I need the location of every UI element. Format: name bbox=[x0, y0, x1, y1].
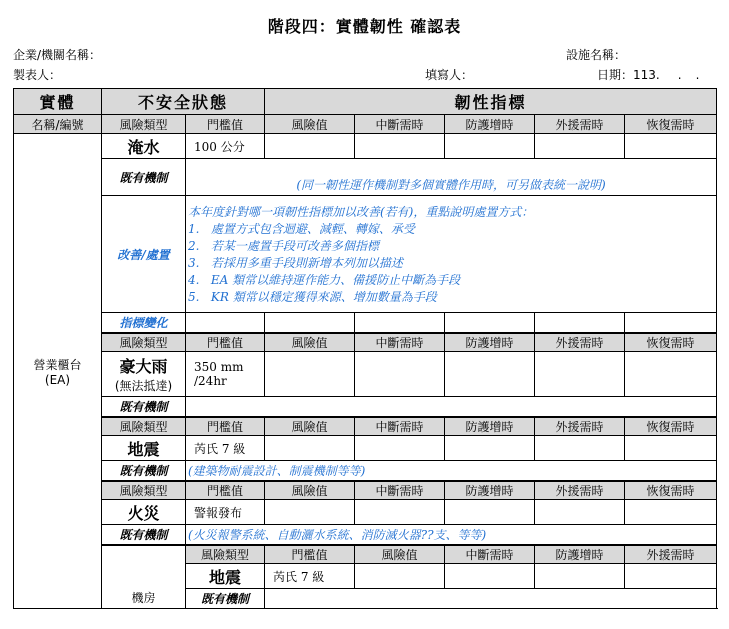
risk-type-rain-name: 豪大雨 bbox=[119, 357, 168, 376]
existing-mechanism-note[interactable]: (同一韌性運作機制對多個實體作用時，可另做表統一說明) bbox=[186, 159, 717, 196]
threshold-rain bbox=[186, 352, 265, 397]
cell-interrupt[interactable] bbox=[355, 352, 445, 397]
table-row bbox=[14, 397, 717, 417]
table-row bbox=[14, 313, 717, 333]
risk-type-header: 風險類型 bbox=[102, 417, 186, 436]
preparer-label: 製表人： bbox=[13, 68, 62, 82]
entity-cell-room: 機房 bbox=[102, 545, 186, 609]
risk-value-header: 風險值 bbox=[265, 333, 355, 352]
threshold-header: 門檻值 bbox=[265, 545, 355, 564]
protect-time-header: 防護增時 bbox=[445, 481, 535, 500]
recover-time-header: 恢復需時 bbox=[625, 417, 717, 436]
risk-type-fire: 火災 bbox=[102, 500, 186, 525]
improve-item: 1. 處置方式包含迴避、減輕、轉嫁、承受 bbox=[188, 222, 415, 236]
risk-type-header: 風險類型 bbox=[102, 481, 186, 500]
table-row bbox=[14, 196, 717, 313]
cell-risk-value[interactable] bbox=[265, 313, 355, 333]
entity-code: (EA) bbox=[44, 372, 71, 387]
existing-mechanism-label: 既有機制 bbox=[102, 397, 186, 417]
entity-cell-ea bbox=[14, 134, 102, 609]
interrupt-time-header: 中斷需時 bbox=[355, 333, 445, 352]
cell-interrupt[interactable] bbox=[355, 134, 445, 159]
protect-time-header: 防護增時 bbox=[445, 333, 535, 352]
threshold-header: 門檻值 bbox=[186, 115, 265, 134]
recover-time-header: 恢復需時 bbox=[625, 333, 717, 352]
cell-external[interactable] bbox=[625, 564, 717, 589]
threshold-fire: 警報發布 bbox=[186, 500, 265, 525]
improve-notes[interactable] bbox=[186, 196, 717, 313]
improve-item: 2. 若某一處置手段可改善多個指標 bbox=[188, 239, 379, 253]
date-label bbox=[597, 66, 699, 83]
table-row bbox=[14, 461, 717, 481]
cell-recover[interactable] bbox=[625, 134, 717, 159]
cell-recover[interactable] bbox=[625, 436, 717, 461]
table-row bbox=[14, 159, 717, 196]
table-row bbox=[14, 352, 717, 397]
existing-mechanism-label: 既有機制 bbox=[102, 525, 186, 545]
threshold-header: 門檻值 bbox=[186, 417, 265, 436]
risk-value-header: 風險值 bbox=[265, 417, 355, 436]
cell-external[interactable] bbox=[535, 500, 625, 525]
risk-type-quake-room: 地震 bbox=[186, 564, 265, 589]
threshold-quake: 芮氏 7 級 bbox=[186, 436, 265, 461]
table-subheader-row bbox=[14, 481, 717, 500]
improve-list bbox=[188, 220, 714, 305]
cell-recover[interactable] bbox=[625, 352, 717, 397]
existing-mechanism-cell[interactable] bbox=[265, 589, 717, 609]
cell-interrupt[interactable] bbox=[355, 436, 445, 461]
interrupt-time-header: 中斷需時 bbox=[445, 545, 535, 564]
existing-mechanism-label: 既有機制 bbox=[186, 589, 265, 609]
existing-mechanism-note[interactable]: (建築物耐震設計、制震機制等等) bbox=[186, 461, 717, 481]
external-time-header: 外援需時 bbox=[535, 481, 625, 500]
interrupt-time-header: 中斷需時 bbox=[355, 481, 445, 500]
threshold-flood: 100 公分 bbox=[186, 134, 265, 159]
existing-mechanism-label: 既有機制 bbox=[102, 461, 186, 481]
entity-name: 營業櫃台 bbox=[33, 357, 82, 372]
interrupt-time-header: 中斷需時 bbox=[355, 115, 445, 134]
table-row bbox=[14, 436, 717, 461]
cell-risk-value[interactable] bbox=[265, 436, 355, 461]
cell-protect[interactable] bbox=[445, 313, 535, 333]
cell-protect[interactable] bbox=[445, 352, 535, 397]
protect-time-header: 防護增時 bbox=[535, 545, 625, 564]
cell-protect[interactable] bbox=[445, 500, 535, 525]
threshold-header: 門檻值 bbox=[186, 481, 265, 500]
table-header-row bbox=[14, 89, 717, 115]
cell-protect[interactable] bbox=[445, 134, 535, 159]
existing-mechanism-note[interactable]: (火災報警系統、自動灑水系統、消防滅火器??支、等等) bbox=[186, 525, 717, 545]
filler-label: 填寫人： bbox=[425, 68, 474, 82]
table-subheader-row bbox=[14, 333, 717, 352]
improve-label: 改善/處置 bbox=[102, 196, 186, 313]
facility-name-label: 設施名稱： bbox=[566, 48, 627, 62]
risk-value-header: 風險值 bbox=[355, 545, 445, 564]
table-row bbox=[14, 500, 717, 525]
cell-risk-value[interactable] bbox=[265, 134, 355, 159]
recover-time-header: 恢復需時 bbox=[625, 115, 717, 134]
improve-item: 5. KR 類常以穩定獲得來源、增加數量為手段 bbox=[188, 290, 437, 304]
date-dot-2: . bbox=[695, 68, 700, 82]
cell-interrupt[interactable] bbox=[355, 500, 445, 525]
cell-external[interactable] bbox=[535, 436, 625, 461]
date-prefix: 日期：113. bbox=[597, 68, 660, 82]
cell-recover[interactable] bbox=[625, 500, 717, 525]
improve-item: 4. EA 類常以維持運作能力、備援防止中斷為手段 bbox=[188, 273, 461, 287]
improve-item: 3. 若採用多重手段則新增本列加以描述 bbox=[188, 256, 403, 270]
external-time-header: 外援需時 bbox=[535, 417, 625, 436]
page-title: 階段四：實體韌性 確認表 bbox=[267, 17, 462, 36]
cell-external[interactable] bbox=[535, 134, 625, 159]
risk-type-header: 風險類型 bbox=[186, 545, 265, 564]
external-time-header: 外援需時 bbox=[535, 333, 625, 352]
unsafe-state-header: 不安全狀態 bbox=[102, 89, 265, 115]
risk-type-header: 風險類型 bbox=[102, 115, 186, 134]
table-subheader-row bbox=[14, 417, 717, 436]
resilience-table bbox=[13, 88, 717, 609]
risk-value-header: 風險值 bbox=[265, 481, 355, 500]
improve-intro: 本年度針對哪一項韌性指標加以改善(若有)，重點說明處置方式： bbox=[188, 205, 534, 219]
indicator-change-label: 指標變化 bbox=[102, 313, 186, 333]
table-subheader-row bbox=[14, 115, 717, 134]
risk-type-quake: 地震 bbox=[102, 436, 186, 461]
cell-external[interactable] bbox=[535, 313, 625, 333]
cell-risk-value[interactable] bbox=[355, 564, 445, 589]
existing-mechanism-cell[interactable] bbox=[186, 397, 717, 417]
entity-header: 實體 bbox=[14, 89, 102, 115]
table-row bbox=[14, 134, 717, 159]
risk-type-rain bbox=[102, 352, 186, 397]
cell-risk-value[interactable] bbox=[265, 500, 355, 525]
cell-risk-value[interactable] bbox=[265, 352, 355, 397]
resilience-indicator-header: 韌性指標 bbox=[265, 89, 717, 115]
risk-type-flood: 淹水 bbox=[102, 134, 186, 159]
cell-interrupt[interactable] bbox=[445, 564, 535, 589]
protect-time-header: 防護增時 bbox=[445, 417, 535, 436]
cell-interrupt[interactable] bbox=[355, 313, 445, 333]
table-row bbox=[14, 525, 717, 545]
cell-protect[interactable] bbox=[445, 436, 535, 461]
date-dot-1: . bbox=[677, 68, 682, 82]
threshold-header: 門檻值 bbox=[186, 333, 265, 352]
cell-protect[interactable] bbox=[535, 564, 625, 589]
interrupt-time-header: 中斷需時 bbox=[355, 417, 445, 436]
name-id-header: 名稱/編號 bbox=[14, 115, 102, 134]
recover-time-header: 恢復需時 bbox=[625, 481, 717, 500]
risk-type-header: 風險類型 bbox=[102, 333, 186, 352]
external-time-header: 外援需時 bbox=[535, 115, 625, 134]
org-name-label: 企業/機關名稱： bbox=[13, 48, 102, 62]
table-subheader-row bbox=[14, 545, 717, 564]
risk-type-rain-sub: (無法抵達) bbox=[114, 379, 173, 393]
cell-external[interactable] bbox=[535, 352, 625, 397]
threshold-rain-2: /24hr bbox=[194, 374, 227, 388]
threshold-rain-1: 350 mm bbox=[194, 360, 244, 374]
risk-value-header: 風險值 bbox=[265, 115, 355, 134]
protect-time-header: 防護增時 bbox=[445, 115, 535, 134]
cell-threshold-change[interactable] bbox=[186, 313, 265, 333]
cell-recover[interactable] bbox=[625, 313, 717, 333]
existing-mechanism-label: 既有機制 bbox=[102, 159, 186, 196]
threshold-quake-room: 芮氏 7 級 bbox=[265, 564, 355, 589]
external-time-header: 外援需時 bbox=[625, 545, 717, 564]
